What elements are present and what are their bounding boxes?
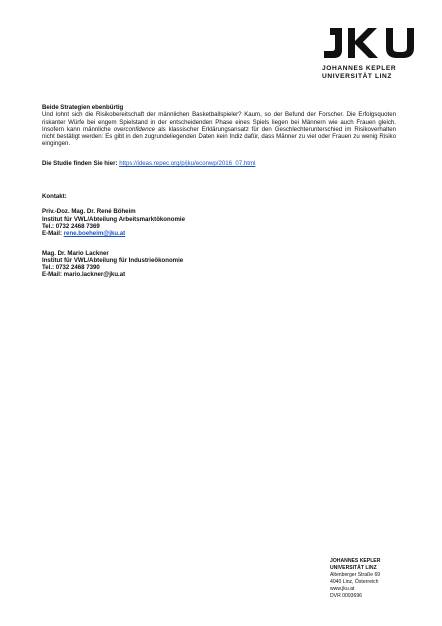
contact-1-email-label: E-Mail: <box>42 230 62 238</box>
paragraph-part-1: Und lohnt sich die Risikobereitschaft der männlichen Basketballspieler? Kaum, so der Befund der Forscher. Die Erfolgsquoten riskanter Würfe bei engem Spielstand in der entscheidenden Phase eines Spiels liegen bei Männern wie auch Frauen gleich. Insofern kann männliche <box>42 111 396 133</box>
jku-logo <box>322 26 420 80</box>
contact-1-tel: Tel.: 0732 2468 7369 <box>42 222 100 230</box>
contact-2-email: E-Mail: mario.lackner@jku.at <box>42 271 126 279</box>
article-paragraph <box>42 111 396 147</box>
paragraph-emphasis: overconfidence <box>113 125 156 133</box>
footer-city: 4040 Linz, Österreich <box>330 579 379 585</box>
contact-1-name: Priv.-Doz. Mag. Dr. René Böheim <box>42 208 136 216</box>
contact-person-2 <box>42 250 396 279</box>
contact-2-institute: Institut für VWL/Abteilung für Industrieökonomie <box>42 256 184 264</box>
study-link[interactable]: https://ideas.repec.org/p/jku/econwp/2016_07.html <box>119 159 256 167</box>
footer-address <box>330 558 430 600</box>
study-line <box>42 160 396 167</box>
logo-line-2: UNIVERSITÄT LINZ <box>322 72 393 80</box>
footer-street: Altenberger Straße 69 <box>330 572 381 578</box>
footer-dvr: DVR 0093696 <box>330 593 363 599</box>
footer-web: www.jku.at <box>330 586 355 592</box>
footer-line-1: JOHANNES KEPLER <box>330 558 381 564</box>
press-text <box>42 104 396 279</box>
study-label: Die Studie finden Sie hier: <box>42 159 118 167</box>
contact-person-1 <box>42 208 396 237</box>
logo-wordmark <box>322 65 420 80</box>
section-heading: Beide Strategien ebenbürtig <box>42 104 124 111</box>
contact-title: Kontakt: <box>42 193 67 201</box>
contact-1-email-link[interactable]: rene.boeheim@jku.at <box>63 230 126 238</box>
contact-2-name: Mag. Dr. Mario Lackner <box>42 249 109 257</box>
paragraph-part-2: als klassischer Erklärungsansatz für den Geschlechterunterschied im Risikoverhalten nicht bestätigt werden: Es gibt in den zugrundeliegenden Daten kein Indiz dafür, dass Männer zu viel oder Frauen zu wenig Risiko eingingen. <box>42 125 396 148</box>
contact-1-institute: Institut für VWL/Abteilung Arbeitsmarktökonomie <box>42 215 185 223</box>
footer-line-2: UNIVERSITÄT LINZ <box>330 565 377 571</box>
contact-2-tel: Tel.: 0732 2468 7390 <box>42 264 100 272</box>
logo-line-1: JOHANNES KEPLER <box>322 65 397 72</box>
jku-logo-mark <box>322 26 420 60</box>
contact-1-email-line <box>42 230 396 237</box>
